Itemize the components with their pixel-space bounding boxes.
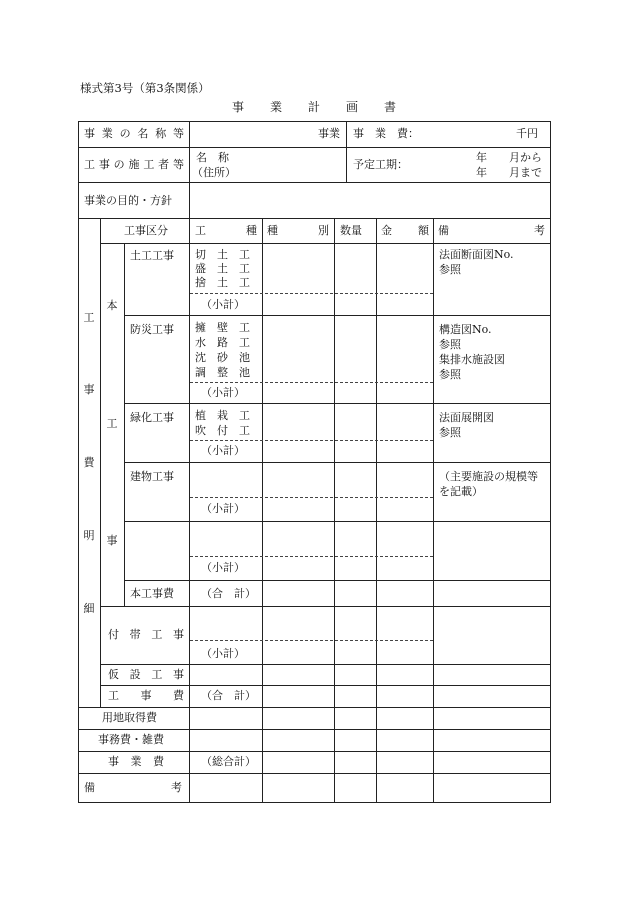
outer-label-char: 明 (83, 529, 95, 542)
main-label-char: 事 (106, 534, 118, 547)
main-label-char: 工 (106, 417, 118, 430)
cost-label: 事 業 費： (353, 127, 419, 140)
remarks-disaster: 構造図No. 参照 集排水施設図 参照 (439, 323, 505, 381)
outer-label-char: 事 (83, 383, 95, 396)
land-cost-label: 用地取得費 (102, 711, 157, 724)
work-item: 擁 壁 工 (195, 321, 250, 334)
work-item: 切 土 工 (195, 248, 250, 261)
col-work-type: 工 種 (195, 224, 257, 237)
group-earthwork-name: 土工工事 (130, 249, 174, 262)
contractor-label: 工 事 の 施 工 者 等 (84, 158, 184, 171)
purpose-label: 事業の目的・方針 (84, 194, 172, 207)
name-label: 名 称 (196, 151, 229, 164)
subtotal-label: （小計） (201, 298, 245, 311)
title-char: 業 (269, 100, 284, 114)
work-item: 水 路 工 (195, 336, 250, 349)
plan-table (78, 121, 551, 803)
main-total-value: （合 計） (201, 587, 256, 600)
subtotal-label: （小計） (201, 444, 245, 457)
project-suffix: 事業 (318, 127, 340, 140)
work-item: 盛 土 工 (195, 262, 250, 275)
bottom-remarks-field[interactable] (193, 777, 543, 799)
col-quantity: 数量 (340, 224, 362, 237)
subtotal-label: （小計） (201, 561, 245, 574)
schedule-label: 予定工期： (353, 158, 408, 171)
address-label: （住所） (192, 166, 236, 179)
document-title (0, 98, 630, 115)
work-item: 沈 砂 池 (195, 351, 250, 364)
cost-unit: 千円 (516, 127, 538, 140)
purpose-field[interactable] (193, 187, 543, 213)
outer-label-char: 費 (83, 456, 95, 469)
title-char: 計 (307, 100, 322, 114)
subtotal-label: （小計） (201, 647, 245, 660)
work-item: 植 栽 工 (195, 409, 250, 422)
remarks-earthwork: 法面断面図No. 参照 (439, 248, 514, 276)
project-cost-value: （総合計） (201, 755, 256, 768)
work-item: 捨 土 工 (195, 276, 250, 289)
subtotal-label: （小計） (201, 386, 245, 399)
subtotal-label: （小計） (201, 502, 245, 515)
outer-label-char: 工 (83, 311, 95, 324)
work-cost-label: 工 事 費 (108, 689, 184, 702)
group-building-name: 建物工事 (130, 470, 174, 483)
title-char: 書 (384, 100, 399, 114)
work-item: 調 整 池 (195, 366, 250, 379)
project-name-label: 事 業 の 名 称 等 (84, 127, 184, 140)
schedule-end: 年 月まで (476, 166, 542, 179)
col-kind: 種 別 (267, 224, 329, 237)
office-cost-label: 事務費・雑費 (98, 733, 164, 746)
title-char: 画 (346, 100, 361, 114)
ancillary-label: 付 帯 工 事 (108, 628, 184, 641)
work-cost-value: （合 計） (201, 689, 256, 702)
col-remarks: 備 考 (438, 224, 545, 237)
outer-label-char: 細 (83, 602, 95, 615)
group-disaster-name: 防災工事 (130, 323, 174, 336)
remarks-greening: 法面展開図 参照 (439, 411, 494, 439)
group-greening-name: 緑化工事 (130, 411, 174, 424)
main-total-label: 本工事費 (130, 587, 174, 600)
schedule-start: 年 月から (476, 151, 542, 164)
work-item: 吹 付 工 (195, 424, 250, 437)
col-category: 工事区分 (124, 224, 168, 237)
remarks-building: （主要施設の規模等 を記載） (439, 470, 538, 498)
col-amount: 金 額 (381, 224, 429, 237)
main-label-char: 本 (106, 299, 118, 312)
bottom-remarks-label: 備 考 (84, 781, 182, 794)
title-char: 事 (231, 100, 246, 114)
form-number: 様式第3号（第3条関係） (80, 81, 210, 95)
project-cost-label: 事 業 費 (108, 755, 164, 768)
temporary-label: 仮 設 工 事 (108, 668, 184, 681)
